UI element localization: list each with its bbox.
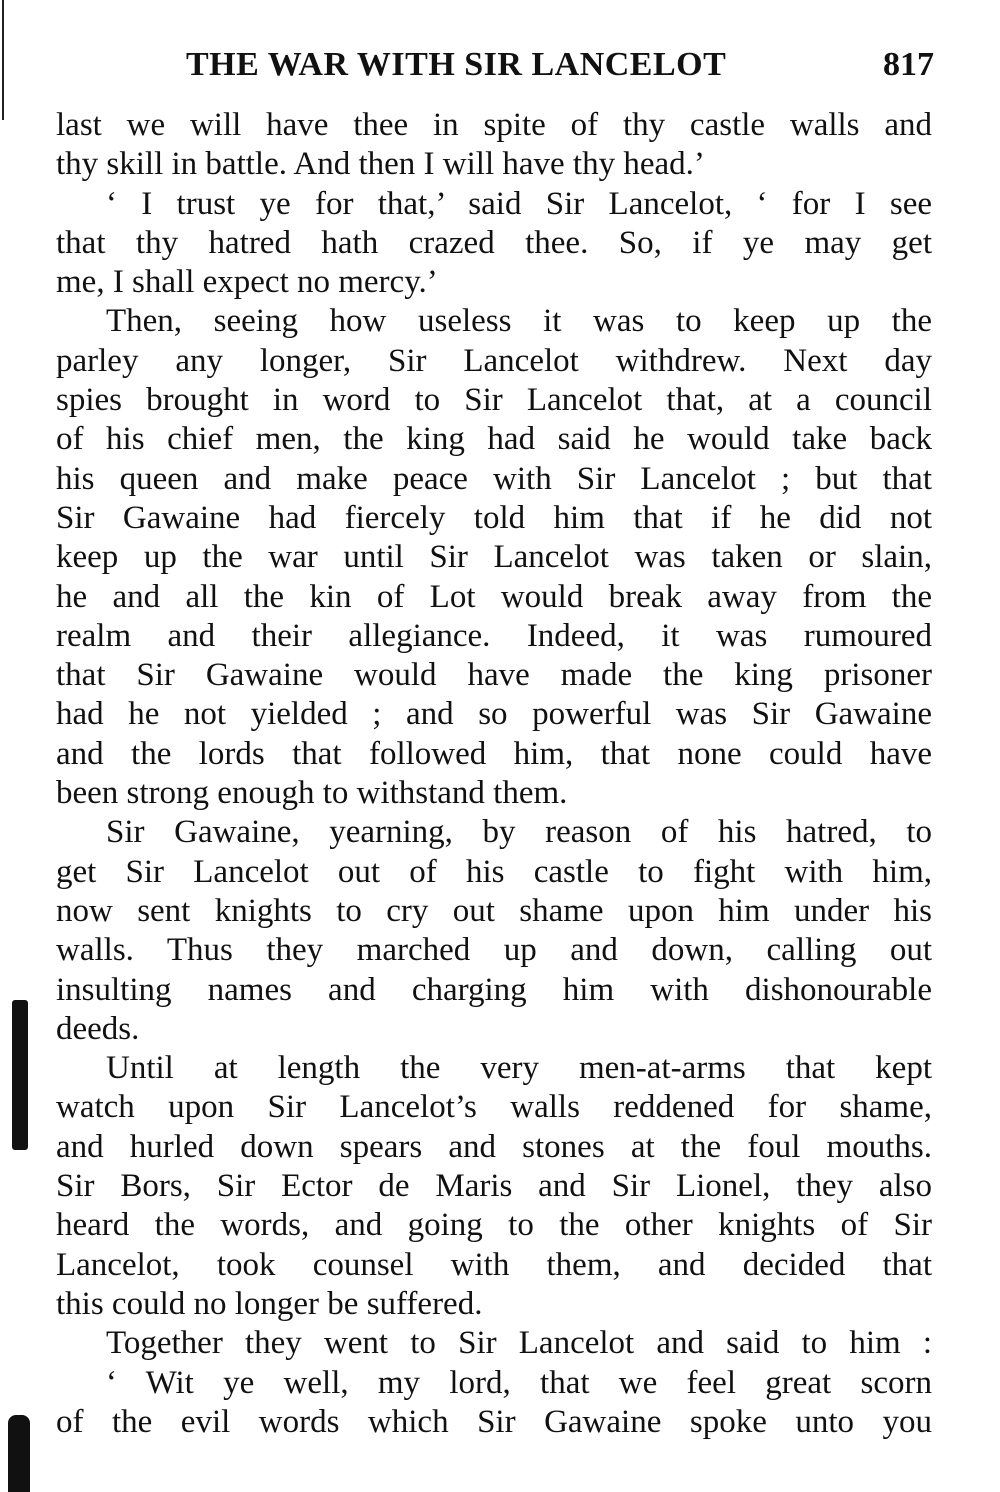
text-line: his queen and make peace with Sir Lancelot ; but that [56, 460, 932, 497]
text-line: Sir Bors, Sir Ector de Maris and Sir Lionel, they also [56, 1168, 932, 1205]
text-line: walls. Thus they marched up and down, calling out [56, 932, 932, 969]
text-line: spies brought in word to Sir Lancelot that, at a council [56, 382, 932, 419]
text-line: ‘ I trust ye for that,’ said Sir Lancelot, ‘ for I see [106, 185, 932, 222]
text-line: insulting names and charging him with dishonourable [56, 971, 932, 1008]
text-line: that Sir Gawaine would have made the king prisoner [56, 657, 932, 694]
text-line: parley any longer, Sir Lancelot withdrew. Next day [56, 342, 932, 379]
page-number: 817 [883, 46, 934, 83]
text-line: heard the words, and going to the other knights of Sir [56, 1207, 932, 1244]
scan-artifact-mark [8, 1415, 30, 1492]
text-line: last we will have thee in spite of thy castle walls and [56, 107, 932, 143]
text-line: get Sir Lancelot out of his castle to fight with him, [56, 853, 932, 890]
body-text [56, 106, 932, 1442]
running-title: THE WAR WITH SIR LANCELOT [186, 46, 727, 83]
text-line: Sir Gawaine, yearning, by reason of his hatred, to [106, 814, 932, 851]
text-line: realm and their allegiance. Indeed, it was rumoured [56, 617, 932, 654]
text-line: ‘ Wit ye well, my lord, that we feel great scorn [106, 1364, 932, 1401]
text-line: this could no longer be suffered. [56, 1285, 483, 1322]
text-line: had he not yielded ; and so powerful was Sir Gawaine [56, 696, 932, 733]
text-line: Together they went to Sir Lancelot and said to him : [106, 1325, 932, 1362]
text-line: keep up the war until Sir Lancelot was taken or slain, [56, 539, 932, 576]
text-line: that thy hatred hath crazed thee. So, if ye may get [56, 224, 932, 261]
text-line: and the lords that followed him, that none could have [56, 735, 932, 772]
text-line: watch upon Sir Lancelot’s walls reddened for shame, [56, 1089, 932, 1126]
text-line: Then, seeing how useless it was to keep up the [106, 303, 932, 340]
text-line: Until at length the very men-at-arms that kept [106, 1050, 932, 1087]
text-line: of his chief men, the king had said he would take back [56, 421, 932, 458]
scan-artifact-mark [12, 1000, 28, 1150]
scan-margin-line [2, 0, 4, 120]
text-line: Sir Gawaine had fiercely told him that if he did not [56, 499, 932, 536]
text-line: he and all the kin of Lot would break away from the [56, 578, 932, 615]
running-header [56, 38, 934, 88]
text-line: Lancelot, took counsel with them, and decided that [56, 1246, 932, 1283]
text-line: been strong enough to withstand them. [56, 775, 568, 812]
text-line: and hurled down spears and stones at the foul mouths. [56, 1128, 932, 1165]
text-line: of the evil words which Sir Gawaine spoke unto you [56, 1403, 932, 1440]
text-line: me, I shall expect no mercy.’ [56, 264, 438, 301]
text-line: thy skill in battle. And then I will have thy head.’ [56, 146, 705, 183]
text-line: now sent knights to cry out shame upon him under his [56, 892, 932, 929]
text-line: deeds. [56, 1010, 140, 1047]
